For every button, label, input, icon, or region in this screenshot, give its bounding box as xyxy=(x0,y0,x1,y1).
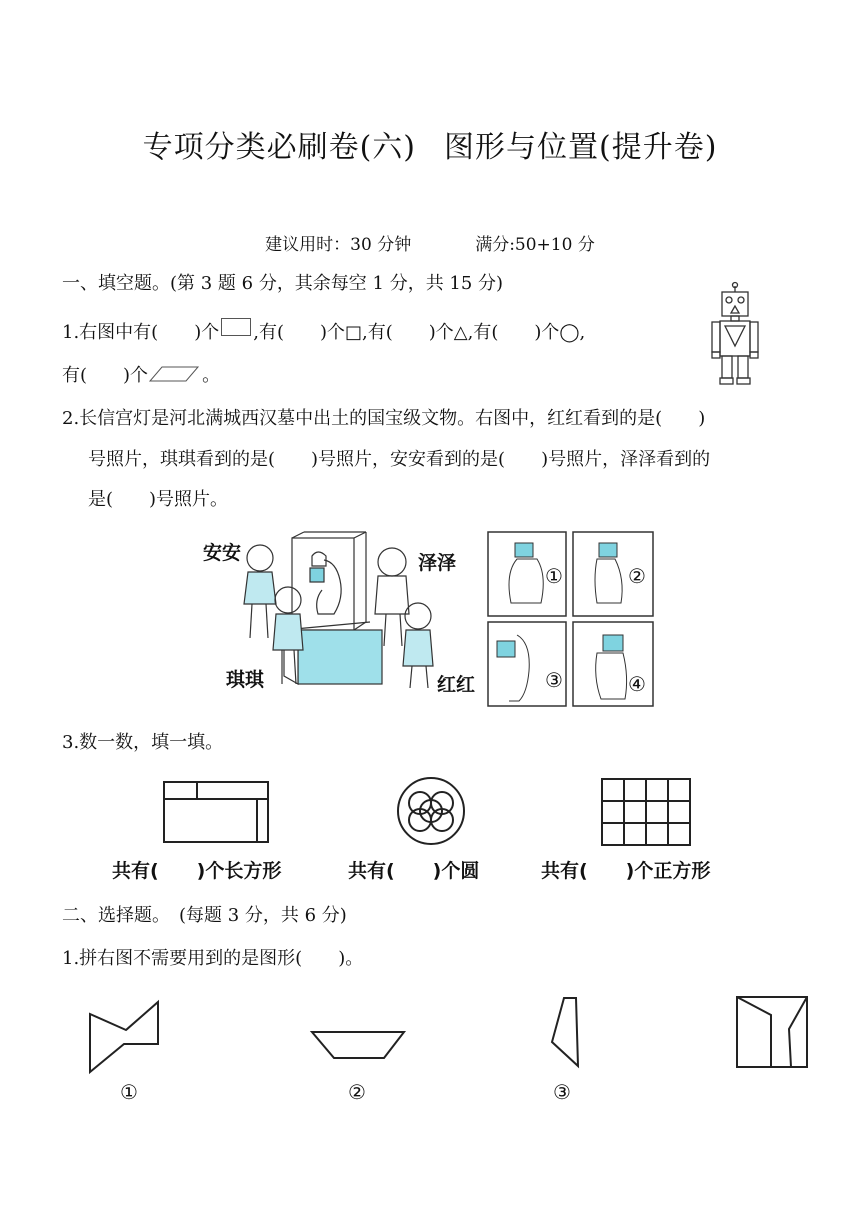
photo-label-4: ④ xyxy=(628,672,646,696)
photo-label-1: ① xyxy=(545,564,563,588)
q2-line3: 是( )号照片。 xyxy=(88,489,229,510)
q2-line1: 2.长信宫灯是河北满城西汉墓中出土的国宝级文物。右图中，红红看到的是( ) xyxy=(62,408,706,429)
count-circles-label: 共有( )个圆 xyxy=(348,860,480,882)
title-left: 专项分类必刷卷(六) xyxy=(142,130,416,165)
rectangles-figure xyxy=(163,781,269,843)
section1-heading: 一、填空题。(第 3 题 6 分，其余每空 1 分，共 15 分) xyxy=(62,273,504,294)
q1-text-4: )个□,有( xyxy=(319,322,393,343)
exam-meta xyxy=(0,230,860,255)
name-zeze: 泽泽 xyxy=(418,552,457,574)
page-title xyxy=(0,122,860,166)
count-rectangles-label: 共有( )个长方形 xyxy=(112,860,282,882)
section2-heading: 二、选择题。 (每题 3 分，共 6 分) xyxy=(62,905,347,926)
option-1-shape xyxy=(88,1000,162,1074)
q1-text-9: 。 xyxy=(202,365,221,386)
q1-text-6: )个◯, xyxy=(534,322,586,343)
q1-text-5: )个△,有( xyxy=(428,322,499,343)
q1-text-2: )个 xyxy=(194,322,220,343)
circles-figure xyxy=(396,776,466,846)
target-square-figure xyxy=(735,995,809,1069)
name-honghong: 红红 xyxy=(437,674,476,696)
photo-label-3: ③ xyxy=(545,668,563,692)
q1-text-7: 有( xyxy=(62,365,88,386)
time-limit: 建议用时：30 分钟 xyxy=(265,235,412,255)
q1-line2 xyxy=(62,362,220,390)
q1-text-1: 1.右图中有( xyxy=(62,322,159,343)
q2-line2: 号照片，琪琪看到的是( )号照片，安安看到的是( )号照片，泽泽看到的 xyxy=(88,449,711,470)
option-2-label: ② xyxy=(348,1080,366,1104)
option-2-shape xyxy=(310,1030,406,1060)
s2-q1-text: 1.拼右图不需要用到的是图形( )。 xyxy=(62,948,364,969)
name-anan: 安安 xyxy=(203,542,242,564)
squares-grid-figure xyxy=(601,778,691,846)
option-3-label: ③ xyxy=(553,1080,571,1104)
count-squares-label: 共有( )个正方形 xyxy=(541,860,711,882)
option-1-label: ① xyxy=(120,1080,138,1104)
robot-figure xyxy=(708,282,762,390)
option-3-shape xyxy=(548,996,582,1068)
q1-line1 xyxy=(62,318,585,347)
title-right: 图形与位置(提升卷) xyxy=(444,130,718,165)
q1-text-8: )个 xyxy=(123,365,149,386)
full-score: 满分:50+10 分 xyxy=(475,235,595,255)
q1-text-3: ,有( xyxy=(253,322,284,343)
rectangle-icon xyxy=(221,318,251,336)
name-qiqi: 琪琪 xyxy=(226,669,265,691)
parallelogram-icon xyxy=(148,365,202,383)
photo-label-2: ② xyxy=(628,564,646,588)
q3-text: 3.数一数，填一填。 xyxy=(62,732,224,753)
